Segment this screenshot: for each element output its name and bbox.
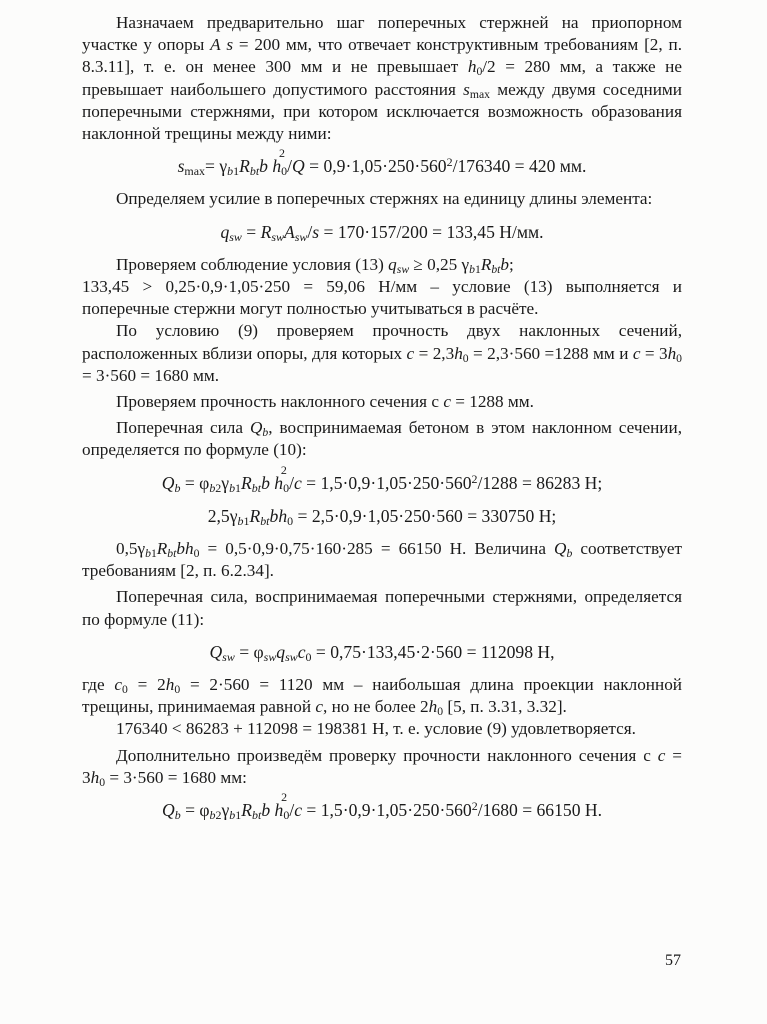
paragraph-9: Поперечная сила, воспринимаемая поперечными стержнями, определяется по формуле (11): (82, 587, 682, 629)
formula-qb-max: $2,5\gamma_{b1}R_{bt}bh_0 = 2,5\cdot 0,9\cdot 1,05\cdot 250\cdot 560 = 330750$ Н; (207, 505, 557, 528)
formula-smax: $s_{max}= \gamma_{b1}R_{bt}b$ h 2 $_0/Q = 0,9\cdot 1,05\cdot 250\cdot 560^2/176340 = 420$ мм. (177, 146, 587, 179)
page-number: 57 (665, 952, 681, 969)
page-body (82, 12, 682, 832)
paragraph-6: Проверяем прочность наклонного сечения с с = 1288 мм. (116, 392, 534, 412)
formula-qb-1288: $Q_b = \varphi_{b2}\gamma_{b1}R_{bt}b$ h 2 $_0/c = 1,5\cdot 0,9\cdot 1,05\cdot 250\cdot 560^2/1288 = 86283$ Н; (161, 462, 603, 495)
formula-qb-1680: $Q_b = \varphi_{b2}\gamma_{b1}R_{bt}b$ h 2 $_0/c = 1,5\cdot 0,9\cdot 1,05\cdot 250\cdot 560^2/1680 = 66150$ Н. (161, 790, 603, 823)
paragraph-5: По условию (9) проверяем прочность двух наклонных сечений, расположенных вблизи опоры, для которых $с = 2,3h_0 = 2,3\cdot 560 =1288$ мм и $с = 3h_0 = 3\cdot 560 = 1680$ мм. (82, 321, 683, 385)
paragraph-7: Поперечная сила $Q_b$, воспринимаемая бетоном в этом наклонном сечении, определяется по формуле (10): (82, 418, 683, 460)
paragraph-2: Определяем усилие в поперечных стержнях на единицу длины элемента: (116, 189, 653, 209)
paragraph-8: $0,5\gamma_{b1}R_{bt}bh_0 = 0,5\cdot 0,9\cdot 0,75\cdot 160\cdot 285 = 66150$ Н. Величина $Q_b$ соответствует требованиям [2, п. 6.2.34]. (82, 539, 683, 581)
paragraph-12: Дополнительно произведём проверку прочности наклонного сечения с $с = 3h_0 = 3\cdot 560 = 1680$ мм: (82, 745, 682, 789)
formula-qsw-force: $Q_{sw} = \varphi_{sw}q_{sw}c_0 = 0,75\cdot 133,45\cdot 2\cdot 560 = 112098$ Н, (209, 641, 555, 664)
paragraph-4: 133,45 > 0,25·0,9·1,05·250 = 59,06 Н/мм – условие (13) выполняется и поперечные стержни могут полностью учитываться в расчёте. (82, 277, 682, 319)
paragraph-11: 176340 < 86283 + 112098 = 198381 Н, т. е. условие (9) удовлетворяется. (116, 719, 636, 739)
paragraph-3: Проверяем соблюдение условия (13) $q_{sw} \ge 0,25$ $\gamma_{b1}R_{bt}b$; (116, 254, 514, 276)
para1-html: Назначаем предварительно шаг поперечных стержней на приопорном участке у опоры А s = 200 мм, что отвечает конструктивным требованиям [2, п. 8.3.11], т. е. он менее 300 мм и не превышает $h_0/2 = 280$ мм, а также не превышает наибольшего допустимого расстояния $s_{max}$ между двумя соседними поперечными стержнями, при котором исключается возможность образования наклонной трещины между ними: (82, 13, 683, 144)
paragraph-1 (82, 12, 682, 145)
formula-qsw: $q_{sw} = R_{sw}A_{sw}/s = 170\cdot 157/200 = 133,45$ Н/мм. (220, 221, 544, 244)
paragraph-10: где $с_0 = 2h_0 = 2\cdot 560 = 1120$ мм – наибольшая длина проекции наклонной трещины, принимаемая равной с, но не более $2h_0$ [5, п. 3.31, 3.32]. (82, 675, 682, 719)
